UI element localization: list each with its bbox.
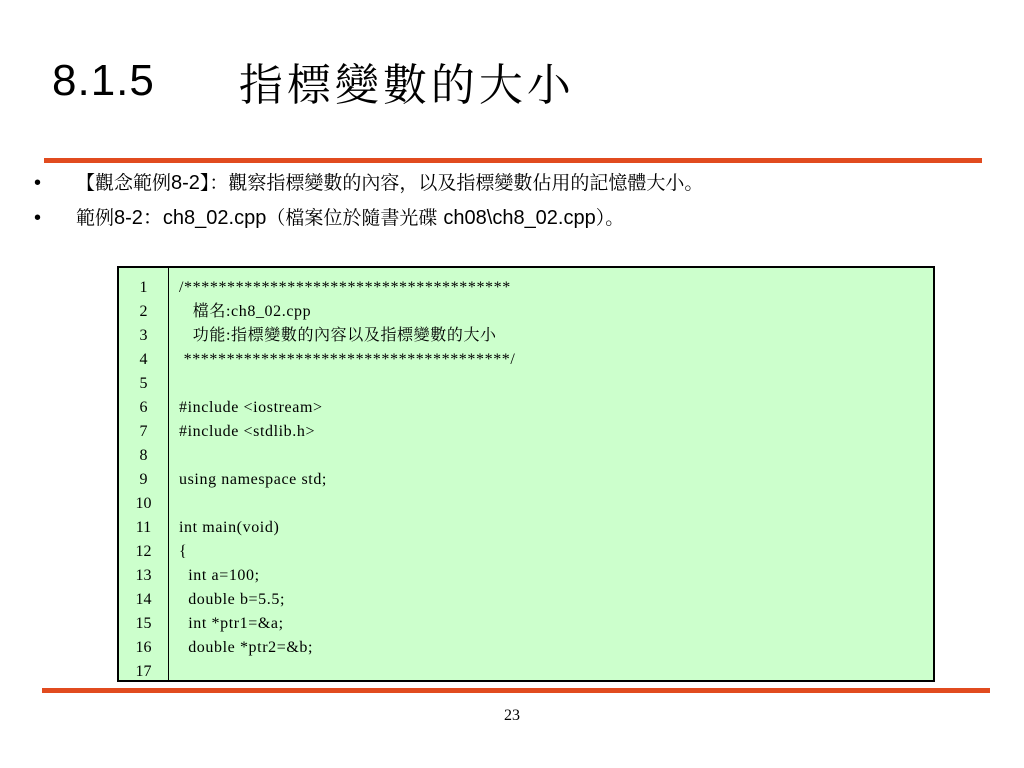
- slide-title: [52, 46, 575, 116]
- code-listing: [117, 266, 935, 682]
- bullet-marker: •: [34, 207, 42, 229]
- code-line: {: [179, 543, 188, 560]
- code-line: #include <iostream>: [179, 399, 323, 416]
- code-line: /**************************************: [179, 279, 511, 296]
- line-number: 7: [139, 423, 148, 440]
- line-number: 3: [139, 327, 148, 344]
- section-number: 8.1.5: [52, 56, 155, 105]
- line-number: 17: [135, 663, 152, 680]
- code-line: 功能:指標變數的內容以及指標變數的大小: [179, 327, 497, 344]
- code-body: [169, 268, 933, 680]
- line-number: 5: [139, 375, 148, 392]
- code-line: int a=100;: [179, 567, 260, 584]
- code-line: double *ptr2=&b;: [179, 639, 314, 656]
- line-number: 6: [139, 399, 148, 416]
- bottom-divider: [42, 688, 990, 693]
- line-number: 8: [139, 447, 148, 464]
- bullet-marker: •: [34, 172, 42, 194]
- line-number: 13: [135, 567, 152, 584]
- code-line: double b=5.5;: [179, 591, 286, 608]
- code-line: [179, 492, 933, 516]
- section-title: 指標變數的大小: [238, 60, 575, 111]
- line-number: 2: [139, 303, 148, 320]
- code-line: [179, 444, 933, 468]
- bullet-ref: 8-2: [171, 172, 200, 194]
- line-number: 10: [135, 495, 152, 512]
- bullet-prefix: 【觀念範例: [76, 172, 172, 194]
- code-line: [179, 372, 933, 396]
- line-number: 16: [135, 639, 152, 656]
- bullet-item-concept: [30, 166, 1000, 201]
- top-divider: [44, 158, 982, 163]
- code-line: int *ptr1=&a;: [179, 615, 284, 632]
- bullet-list: [30, 166, 1000, 236]
- bullet-prefix: 範例: [76, 207, 115, 229]
- code-line: 檔名:ch8_02.cpp: [179, 303, 312, 320]
- line-number: 9: [139, 471, 148, 488]
- line-number-gutter: [119, 268, 169, 680]
- code-line: #include <stdlib.h>: [179, 423, 316, 440]
- line-number: 14: [135, 591, 152, 608]
- code-line: [179, 660, 933, 684]
- line-number: 11: [135, 519, 152, 536]
- bullet-suffix: 】：觀察指標變數的內容，以及指標變數佔用的記憶體大小。: [199, 172, 704, 194]
- bullet-ref: 8-2：ch8_02.cpp: [114, 207, 267, 229]
- bullet-item-example: [30, 201, 1000, 236]
- bullet-mid: （檔案位於隨書光碟: [266, 207, 444, 229]
- code-line: **************************************/: [179, 351, 516, 368]
- line-number: 4: [139, 351, 148, 368]
- file-path: ch08\ch8_02.cpp: [443, 207, 596, 229]
- code-line: int main(void): [179, 519, 280, 536]
- code-line: using namespace std;: [179, 471, 327, 488]
- page-number: 23: [504, 707, 520, 724]
- line-number: 12: [135, 543, 152, 560]
- line-number: 15: [135, 615, 152, 632]
- bullet-suffix: ）。: [595, 207, 625, 229]
- line-number: 1: [139, 279, 148, 296]
